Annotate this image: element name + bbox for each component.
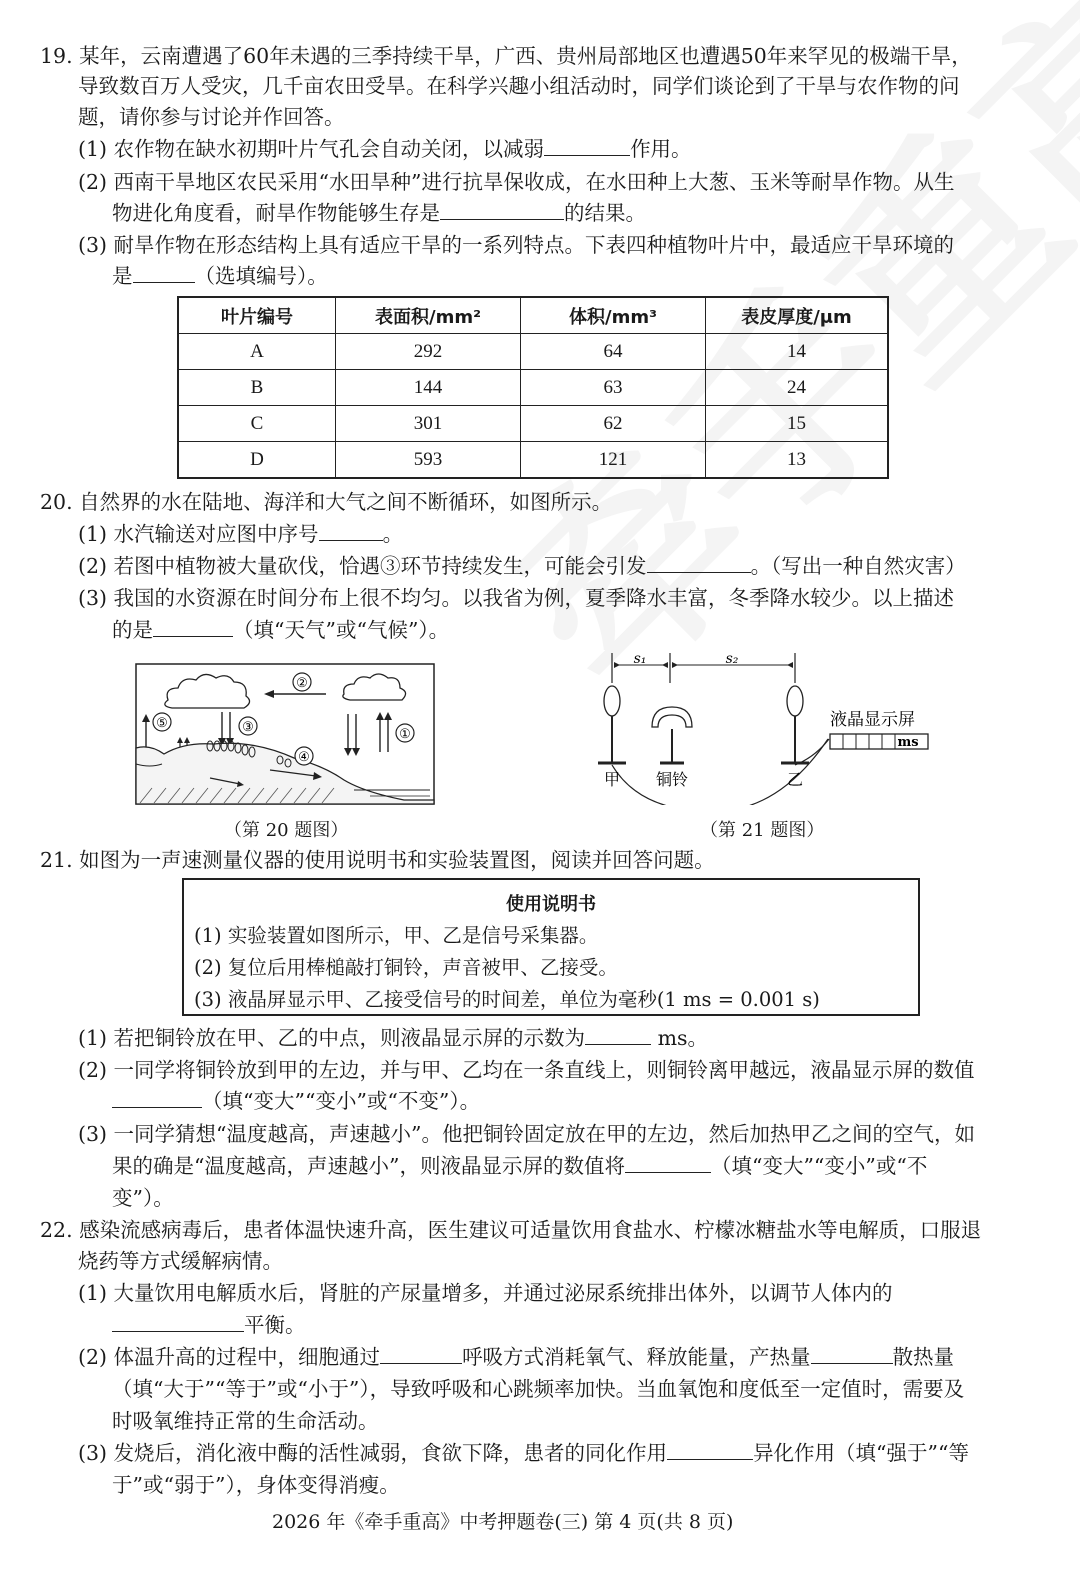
table-header: 表皮厚度/μm <box>706 297 889 334</box>
q19-part-2-end: 的结果。 <box>564 201 646 225</box>
q22-part-1-end: 平衡。 <box>244 1313 306 1337</box>
page-footer: 2026 年《牵手重高》中考押题卷(三) 第 4 页(共 8 页) <box>272 1511 734 1533</box>
q19-part-3-cont <box>112 260 328 292</box>
table-cell: 13 <box>706 442 889 479</box>
q20-part-3-end: （填“天气”或“气候”）。 <box>233 618 450 642</box>
q20-part-2-text: (2) 若图中植物被大量砍伐，恰遇③环节持续发生，可能会引发 <box>78 554 647 578</box>
table-header: 表面积/mm² <box>336 297 521 334</box>
answer-blank[interactable] <box>112 1085 202 1108</box>
q21-part-3-tail: 变”）。 <box>112 1186 174 1210</box>
q21-part-3-end: （填“变大”“变小”或“不 <box>710 1154 928 1178</box>
table-cell: 63 <box>521 370 706 406</box>
table-cell: A <box>178 334 336 370</box>
answer-blank[interactable] <box>585 1022 651 1045</box>
q19-part-2-text: 物进化角度看，耐旱作物能够生存是 <box>112 201 440 225</box>
sound-speed-figure <box>590 645 940 805</box>
manual-title: 使用说明书 <box>506 894 596 915</box>
answer-blank[interactable] <box>380 1341 462 1364</box>
q19-line-3: 题，请你参与讨论并作回答。 <box>78 105 345 129</box>
table-cell: 64 <box>521 334 706 370</box>
q22-part-3 <box>78 1437 969 1469</box>
table-cell: 301 <box>336 406 521 442</box>
instruction-manual-box <box>182 878 920 1016</box>
figure-21-caption: （第 21 题图） <box>700 820 825 841</box>
label-4: ④ <box>298 750 310 765</box>
q19-part-3-text: 是 <box>112 264 133 288</box>
q19-part-1-text: (1) 农作物在缺水初期叶片气孔会自动关闭，以减弱 <box>78 137 545 161</box>
q22-part-2-mid: 呼吸方式消耗氧气、释放能量，产热量 <box>462 1345 811 1369</box>
label-5: ⑤ <box>156 716 168 731</box>
q20-part-1-text: (1) 水汽输送对应图中序号 <box>78 522 319 546</box>
table-header: 叶片编号 <box>178 297 336 334</box>
lcd-label: 液晶显示屏 <box>830 710 915 730</box>
q22-part-2-text: (2) 体温升高的过程中，细胞通过 <box>78 1345 381 1369</box>
q19-part-2-cont <box>112 197 646 229</box>
q21-part-3-cont <box>112 1150 927 1182</box>
q20-part-3-cont <box>112 614 449 646</box>
table-cell: 62 <box>521 406 706 442</box>
table-cell: 144 <box>336 370 521 406</box>
answer-blank[interactable] <box>133 260 195 283</box>
q21-part-2: (2) 一同学将铜铃放到甲的左边，并与甲、乙均在一条直线上，则铜铃离甲越远，液晶显示屏的数值 <box>78 1058 975 1082</box>
answer-blank[interactable] <box>625 1150 711 1173</box>
q21-part-2-end: （填“变大”“变小”或“不变”）。 <box>202 1089 481 1113</box>
q20-part-1-end: 。 <box>382 522 404 546</box>
s1-label: s₁ <box>633 651 647 667</box>
q22-part-2-end: 散热量 <box>892 1345 955 1369</box>
cloud-right-icon <box>343 674 406 700</box>
receiver-jia-icon <box>604 686 620 716</box>
q21-part-3: (3) 一同学猜想“温度越高，声速越小”。他把铜铃固定放在甲的左边，然后加热甲乙之间的空气，如 <box>78 1122 976 1146</box>
q22-part-2-cont: （填“大于”“等于”或“小于”），导致呼吸和心跳频率加快。当血氧饱和度低至一定值时，需要及 <box>112 1377 965 1401</box>
leaf-data-table <box>177 296 889 479</box>
q21-part-2-cont <box>112 1085 480 1117</box>
yi-label: 乙 <box>786 770 804 789</box>
q21-part-3-text: 果的确是“温度越高，声速越小”，则液晶显示屏的数值将 <box>112 1154 625 1178</box>
q19-part-3-end: （选填编号）。 <box>194 264 328 288</box>
table-cell: 121 <box>521 442 706 479</box>
q21-line-1: 21. 如图为一声速测量仪器的使用说明书和实验装置图，阅读并回答问题。 <box>40 848 715 872</box>
answer-blank[interactable] <box>153 614 233 637</box>
q22-part-3-tail: 于”或“弱于”），身体变得消瘦。 <box>112 1473 400 1497</box>
label-3: ③ <box>242 720 254 735</box>
answer-blank[interactable] <box>811 1341 893 1364</box>
table-row <box>178 334 888 370</box>
q19-part-1-end: 作用。 <box>630 137 692 161</box>
label-2: ② <box>296 676 308 691</box>
table-cell: D <box>178 442 336 479</box>
cloud-left-icon <box>165 674 250 708</box>
answer-blank[interactable] <box>667 1437 753 1460</box>
label-1: ① <box>399 727 411 742</box>
s2-label: s₂ <box>725 651 739 667</box>
table-header-row <box>178 297 888 334</box>
answer-blank[interactable] <box>647 550 751 573</box>
manual-item: (3) 液晶屏显示甲、乙接受信号的时间差，单位为毫秒(1 ms = 0.001 s) <box>194 988 820 1011</box>
receiver-yi-icon <box>787 686 803 716</box>
q21-part-1 <box>78 1022 708 1054</box>
table-row <box>178 370 888 406</box>
manual-item: (2) 复位后用棒槌敲打铜铃，声音被甲、乙接受。 <box>194 956 618 979</box>
water-cycle-figure <box>130 660 440 810</box>
answer-blank[interactable] <box>544 133 630 156</box>
q22-part-3-mid: 异化作用（填“强于”“等 <box>753 1441 970 1465</box>
table-cell: 15 <box>706 406 889 442</box>
table-cell: B <box>178 370 336 406</box>
lcd-unit: ms <box>897 735 919 750</box>
table-cell: 14 <box>706 334 889 370</box>
bell-icon <box>652 707 692 727</box>
table-row <box>178 442 888 479</box>
jia-label: 甲 <box>603 770 621 789</box>
q22-part-1: (1) 大量饮用电解质水后，肾脏的产尿量增多，并通过泌尿系统排出体外，以调节人体内的 <box>78 1281 893 1305</box>
q19-part-2: (2) 西南干旱地区农民采用“水田旱种”进行抗旱保收成，在水田种上大葱、玉米等耐旱作物。从生 <box>78 170 955 194</box>
q20-part-3-text: 的是 <box>112 618 153 642</box>
figure-20-caption: （第 20 题图） <box>224 820 349 841</box>
q22-part-1-cont <box>112 1309 306 1341</box>
q22-line-1: 22. 感染流感病毒后，患者体温快速升高，医生建议可适量饮用食盐水、柠檬冰糖盐水等电解质，口服退 <box>40 1218 982 1242</box>
q19-line-1: 19. 某年，云南遭遇了60年未遇的三季持续干旱，广西、贵州局部地区也遭遇50年来罕见的极端干旱， <box>40 44 972 68</box>
table-cell: C <box>178 406 336 442</box>
q20-part-2 <box>78 550 966 582</box>
q19-part-3: (3) 耐旱作物在形态结构上具有适应干旱的一系列特点。下表四种植物叶片中，最适应干旱环境的 <box>78 233 955 257</box>
q20-part-1 <box>78 518 403 550</box>
table-cell: 292 <box>336 334 521 370</box>
bell-label: 铜铃 <box>655 770 689 789</box>
table-cell: 24 <box>706 370 889 406</box>
q22-line-2: 烧药等方式缓解病情。 <box>78 1249 283 1273</box>
answer-blank[interactable] <box>112 1309 244 1332</box>
q20-part-2-end: 。（写出一种自然灾害） <box>750 554 966 578</box>
q20-line-1: 20. 自然界的水在陆地、海洋和大气之间不断循环，如图所示。 <box>40 490 613 514</box>
q19-line-2: 导致数百万人受灾，几千亩农田受旱。在科学兴趣小组活动时，同学们谈论到了干旱与农作物的问 <box>78 74 960 98</box>
q20-part-3: (3) 我国的水资源在时间分布上很不均匀。以我省为例，夏季降水丰富，冬季降水较少。以上描述 <box>78 586 955 610</box>
answer-blank[interactable] <box>319 518 383 541</box>
q21-part-1-text: (1) 若把铜铃放在甲、乙的中点，则液晶显示屏的示数为 <box>78 1026 586 1050</box>
q22-part-3-text: (3) 发烧后，消化液中酶的活性减弱，食欲下降，患者的同化作用 <box>78 1441 668 1465</box>
table-row <box>178 406 888 442</box>
manual-item: (1) 实验装置如图所示，甲、乙是信号采集器。 <box>194 924 599 947</box>
answer-blank[interactable] <box>440 197 564 220</box>
q22-part-2 <box>78 1341 954 1373</box>
table-header: 体积/mm³ <box>521 297 706 334</box>
q21-part-1-end: ms。 <box>657 1026 709 1050</box>
table-cell: 593 <box>336 442 521 479</box>
q22-part-2-tail: 时吸氧维持正常的生命活动。 <box>112 1409 379 1433</box>
q19-part-1 <box>78 133 692 165</box>
